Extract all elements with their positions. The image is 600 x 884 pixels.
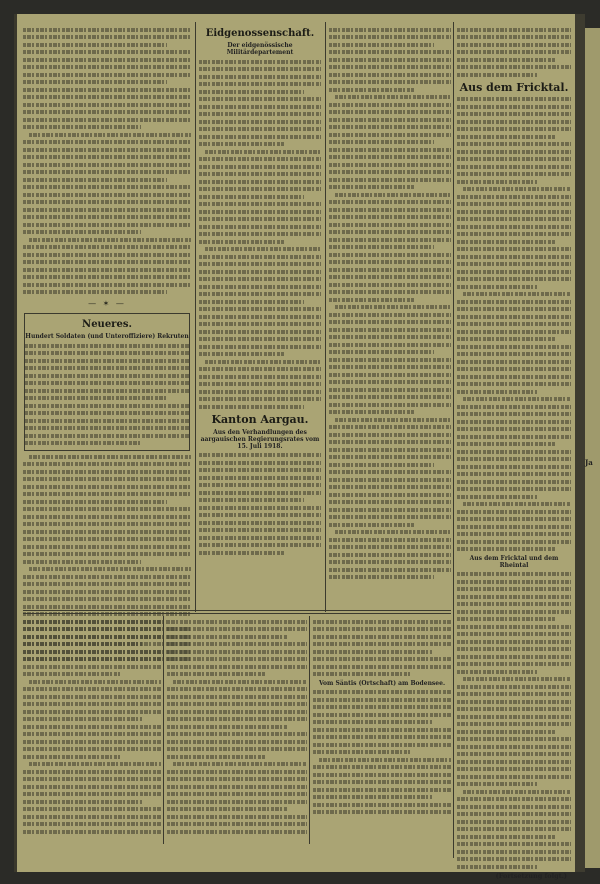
- feuilleton-rule: [23, 613, 451, 614]
- section-heading-kanton-aargau: Kanton Aargau.: [211, 412, 309, 426]
- column-rule: [325, 22, 326, 612]
- next-page-fragment: Ja: [585, 458, 593, 467]
- next-page-edge: [585, 28, 600, 868]
- feuilleton-column-2: [167, 616, 307, 844]
- column-4: [457, 24, 571, 880]
- feuilleton-column-1: [23, 616, 161, 844]
- column-rule: [163, 616, 164, 844]
- continuation-note: (Fortsetzung folgt.): [495, 872, 567, 880]
- divider-ornament: — ✶ —: [88, 299, 126, 308]
- feuilleton-rule: [23, 610, 451, 611]
- section-heading-fricktal: Aus dem Fricktal.: [459, 80, 569, 94]
- column-2-subheading: Der eidgenössische Militärdepartement: [226, 42, 294, 56]
- column-2: [199, 24, 321, 609]
- newspaper-page: [14, 14, 575, 880]
- column-rule: [453, 22, 454, 858]
- column-2-aargau-subheading: Aus den Verhandlungen des aargauischen Regierungsrates vom 15. Juli 1918.: [200, 428, 320, 450]
- column-rule: [309, 616, 310, 844]
- column-1: [23, 24, 191, 609]
- notice-subheading: Hundert Soldaten (und Unteroffiziere) Rekruten: [25, 333, 189, 340]
- column-3: [329, 24, 451, 609]
- section-heading-eidgenossenschaft: Eidgenossenschaft.: [205, 28, 315, 39]
- feuilleton-subheading: Vom Säntis (Ortschaft) am Bodensee.: [318, 679, 446, 687]
- book-gutter: [575, 14, 585, 872]
- feuilleton-column-3: [313, 616, 451, 844]
- column-4-subheading: Aus dem Fricktal und dem Rheintal: [469, 554, 559, 569]
- notice-box: [24, 313, 190, 451]
- notice-heading: Neueres.: [82, 319, 132, 330]
- column-rule: [195, 22, 196, 612]
